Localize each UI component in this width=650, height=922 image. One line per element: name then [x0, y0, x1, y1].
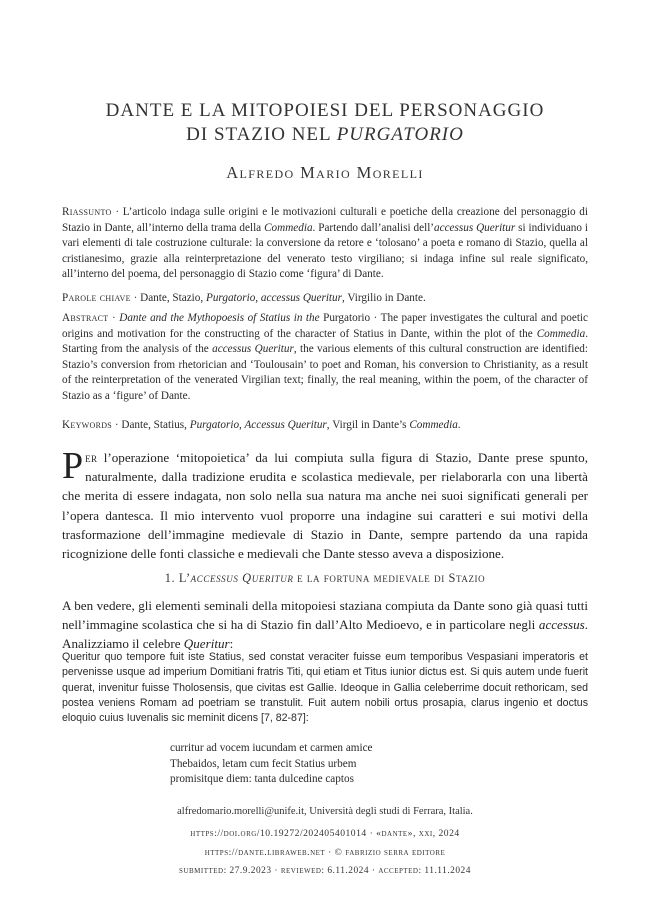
author-email-affiliation: alfredomario.morelli@unife.it, Università degli studi di Ferrara, Italia. — [177, 806, 473, 817]
doi-line: https://doi.org/10.19272/202405401014 · «dante», xxi, 2024 — [190, 828, 460, 839]
abstract-separator: · — [108, 312, 120, 324]
section-number: 1. L’ — [164, 571, 191, 585]
section-heading — [62, 571, 588, 586]
abstract-text: . Starting from the analysis of the — [62, 327, 588, 356]
abstract-italic: accessus Queritur — [212, 343, 294, 356]
parole-chiave-italic: accessus Queritur — [260, 292, 342, 304]
section-body-paragraph — [62, 596, 588, 654]
section-body-text: . Analizziamo il celebre — [62, 617, 588, 652]
keywords-italic: Purgatorio, Accessus Queritur — [189, 419, 327, 431]
drop-cap: P — [62, 445, 84, 487]
keywords-text: , Virgil in Dante’s — [326, 419, 410, 431]
latin-quote: Queritur quo tempore fuit iste Statius, sed constat veraciter fuisse eum temporibus Vespasiani imperatoris et pervenisse usque ad imperium Domitiani fratris Titi, qui etiam et Titus iunior dictus est. Si quis autem unde fuerit querat, invenitur fuisse Tholosensis, que civitas est Gallie. Ideoque in Gallia celeberrime docuit rethoricam, sed postea veniens Romam ad poetriam se transtulit. Fuit autem nobili ortus prosapia, clarus ingenio et doctus eloquio cuius Iuvenalis sic meminit dicens [7, 82-87]: — [62, 651, 588, 725]
parole-chiave-text: Dante, Stazio, — [140, 292, 206, 304]
riassunto-text: . Partendo dall’analisi dell’ — [312, 221, 435, 234]
abstract-text: Purgatorio · The paper investigates the cultural and poetic origins and motivation for the constructing of the character of Statius in Dante, within the plot of the — [62, 312, 589, 340]
riassunto-italic: Commedia — [264, 221, 313, 234]
section-heading-italic: accessus Queritur — [190, 571, 294, 585]
verse-quote — [170, 741, 570, 788]
abstract-text: , the various elements of this cultural construction are identified: Stazio’s conversion from rhetorician and ‘Toulousain’ to poet and Roman, his conversion to Christianity, as a result of the reinterpretation of the venerated Virgilian text; finally, the real meaning, within the poem, of the character of Stazio as a ‘figure’ of Dante. — [62, 343, 588, 402]
website-line: https://dante.libraweb.net · © fabrizio serra editore — [204, 847, 446, 858]
riassunto-text: si individuano i vari elementi di tale costruzione culturale: la conversione da retore e ‘tolosano’ a poeta e romano di Stazio, quella al cristianesimo, grazie alla reinterpretazione del venerato testo virgiliano; si indaga infine sul reale significato, all’interno del poema, del personaggio di Stazio come ‘figura’ di Dante. — [62, 221, 588, 281]
verse-line: curritur ad vocem iucundam et carmen amice — [170, 742, 373, 754]
intro-smallcaps: er — [85, 450, 98, 465]
section-body-text: A ben vedere, gli elementi seminali della mitopoiesi staziana compiuta da Dante sono già quasi tutti nell’immagine scolastica che si ha di Stazio fin dall’Alto Medioevo, e in particolare negli — [62, 598, 588, 633]
keywords-text: . — [457, 419, 461, 431]
abstract-paragraph — [62, 311, 588, 405]
parole-chiave-label: Parole chiave — [62, 292, 131, 304]
keywords-paragraph — [62, 418, 588, 434]
parole-chiave-separator: · — [130, 292, 141, 304]
author-name: Alfredo Mario Morelli — [226, 163, 424, 182]
article-title-line-2 — [0, 124, 650, 146]
section-body-italic: Queritur — [183, 636, 230, 652]
parole-chiave-text: , — [255, 292, 261, 304]
section-body-text: : — [229, 636, 234, 652]
abstract-italic: Commedia — [536, 327, 586, 340]
parole-chiave-paragraph — [62, 291, 588, 307]
verse-line: Thebaidos, letam cum fecit Statius urbem — [170, 757, 357, 770]
submission-dates: submitted: 27.9.2023 · reviewed: 6.11.2024 · accepted: 11.11.2024 — [179, 866, 471, 876]
abstract-label: Abstract — [62, 312, 109, 324]
section-body-italic: accessus — [538, 617, 585, 633]
parole-chiave-italic: Purgatorio — [205, 292, 256, 304]
riassunto-text: L’articolo indaga sulle origini e le motivazioni culturali e poetiche della creazione del personaggio di Stazio in Dante, all’interno della trama della — [62, 206, 588, 234]
keywords-label: Keywords — [62, 419, 113, 431]
riassunto-label: Riassunto — [62, 206, 112, 218]
verse-line: promisitque diem: tanta dulcedine captos — [170, 773, 354, 786]
intro-paragraph — [62, 445, 588, 563]
parole-chiave-text: , Virgilio in Dante. — [342, 292, 426, 304]
title-line-2-text: DI STAZIO NEL — [186, 124, 337, 145]
title-italic-purgatorio: PURGATORIO — [336, 124, 464, 145]
keywords-italic: Commedia — [409, 419, 458, 431]
riassunto-italic: accessus Queritur — [434, 221, 516, 234]
intro-text: l’operazione ‘mitopoietica’ da lui compiuta sulla figura di Stazio, Dante prese spunto, naturalmente, dalla tradizione erudita e scolastica medievale, per rielaborarla con una libertà che merita di essere indagata, non solo nella sua natura ma anche nei suoi significati generali per l’opera dantesca. Il mio intervento vuol proporre una indagine sui caratteri e sui motivi della trasformazione dell’immagine medievale di Stazio in Dante, sempre partendo da una rapida ricognizione delle fonti classiche e medievali che Dante stesso aveva a disposizione. — [62, 450, 588, 562]
article-title-line-1: DANTE E LA MITOPOIESI DEL PERSONAGGIO — [105, 100, 545, 121]
keywords-text: Dante, Statius, — [121, 419, 190, 431]
section-heading-text: e la fortuna medievale di Stazio — [293, 571, 486, 585]
riassunto-paragraph — [62, 205, 588, 283]
keywords-separator: · — [112, 419, 122, 431]
abstract-italic: Dante and the Mythopoesis of Statius in the — [119, 312, 320, 324]
riassunto-separator: · — [111, 206, 123, 218]
